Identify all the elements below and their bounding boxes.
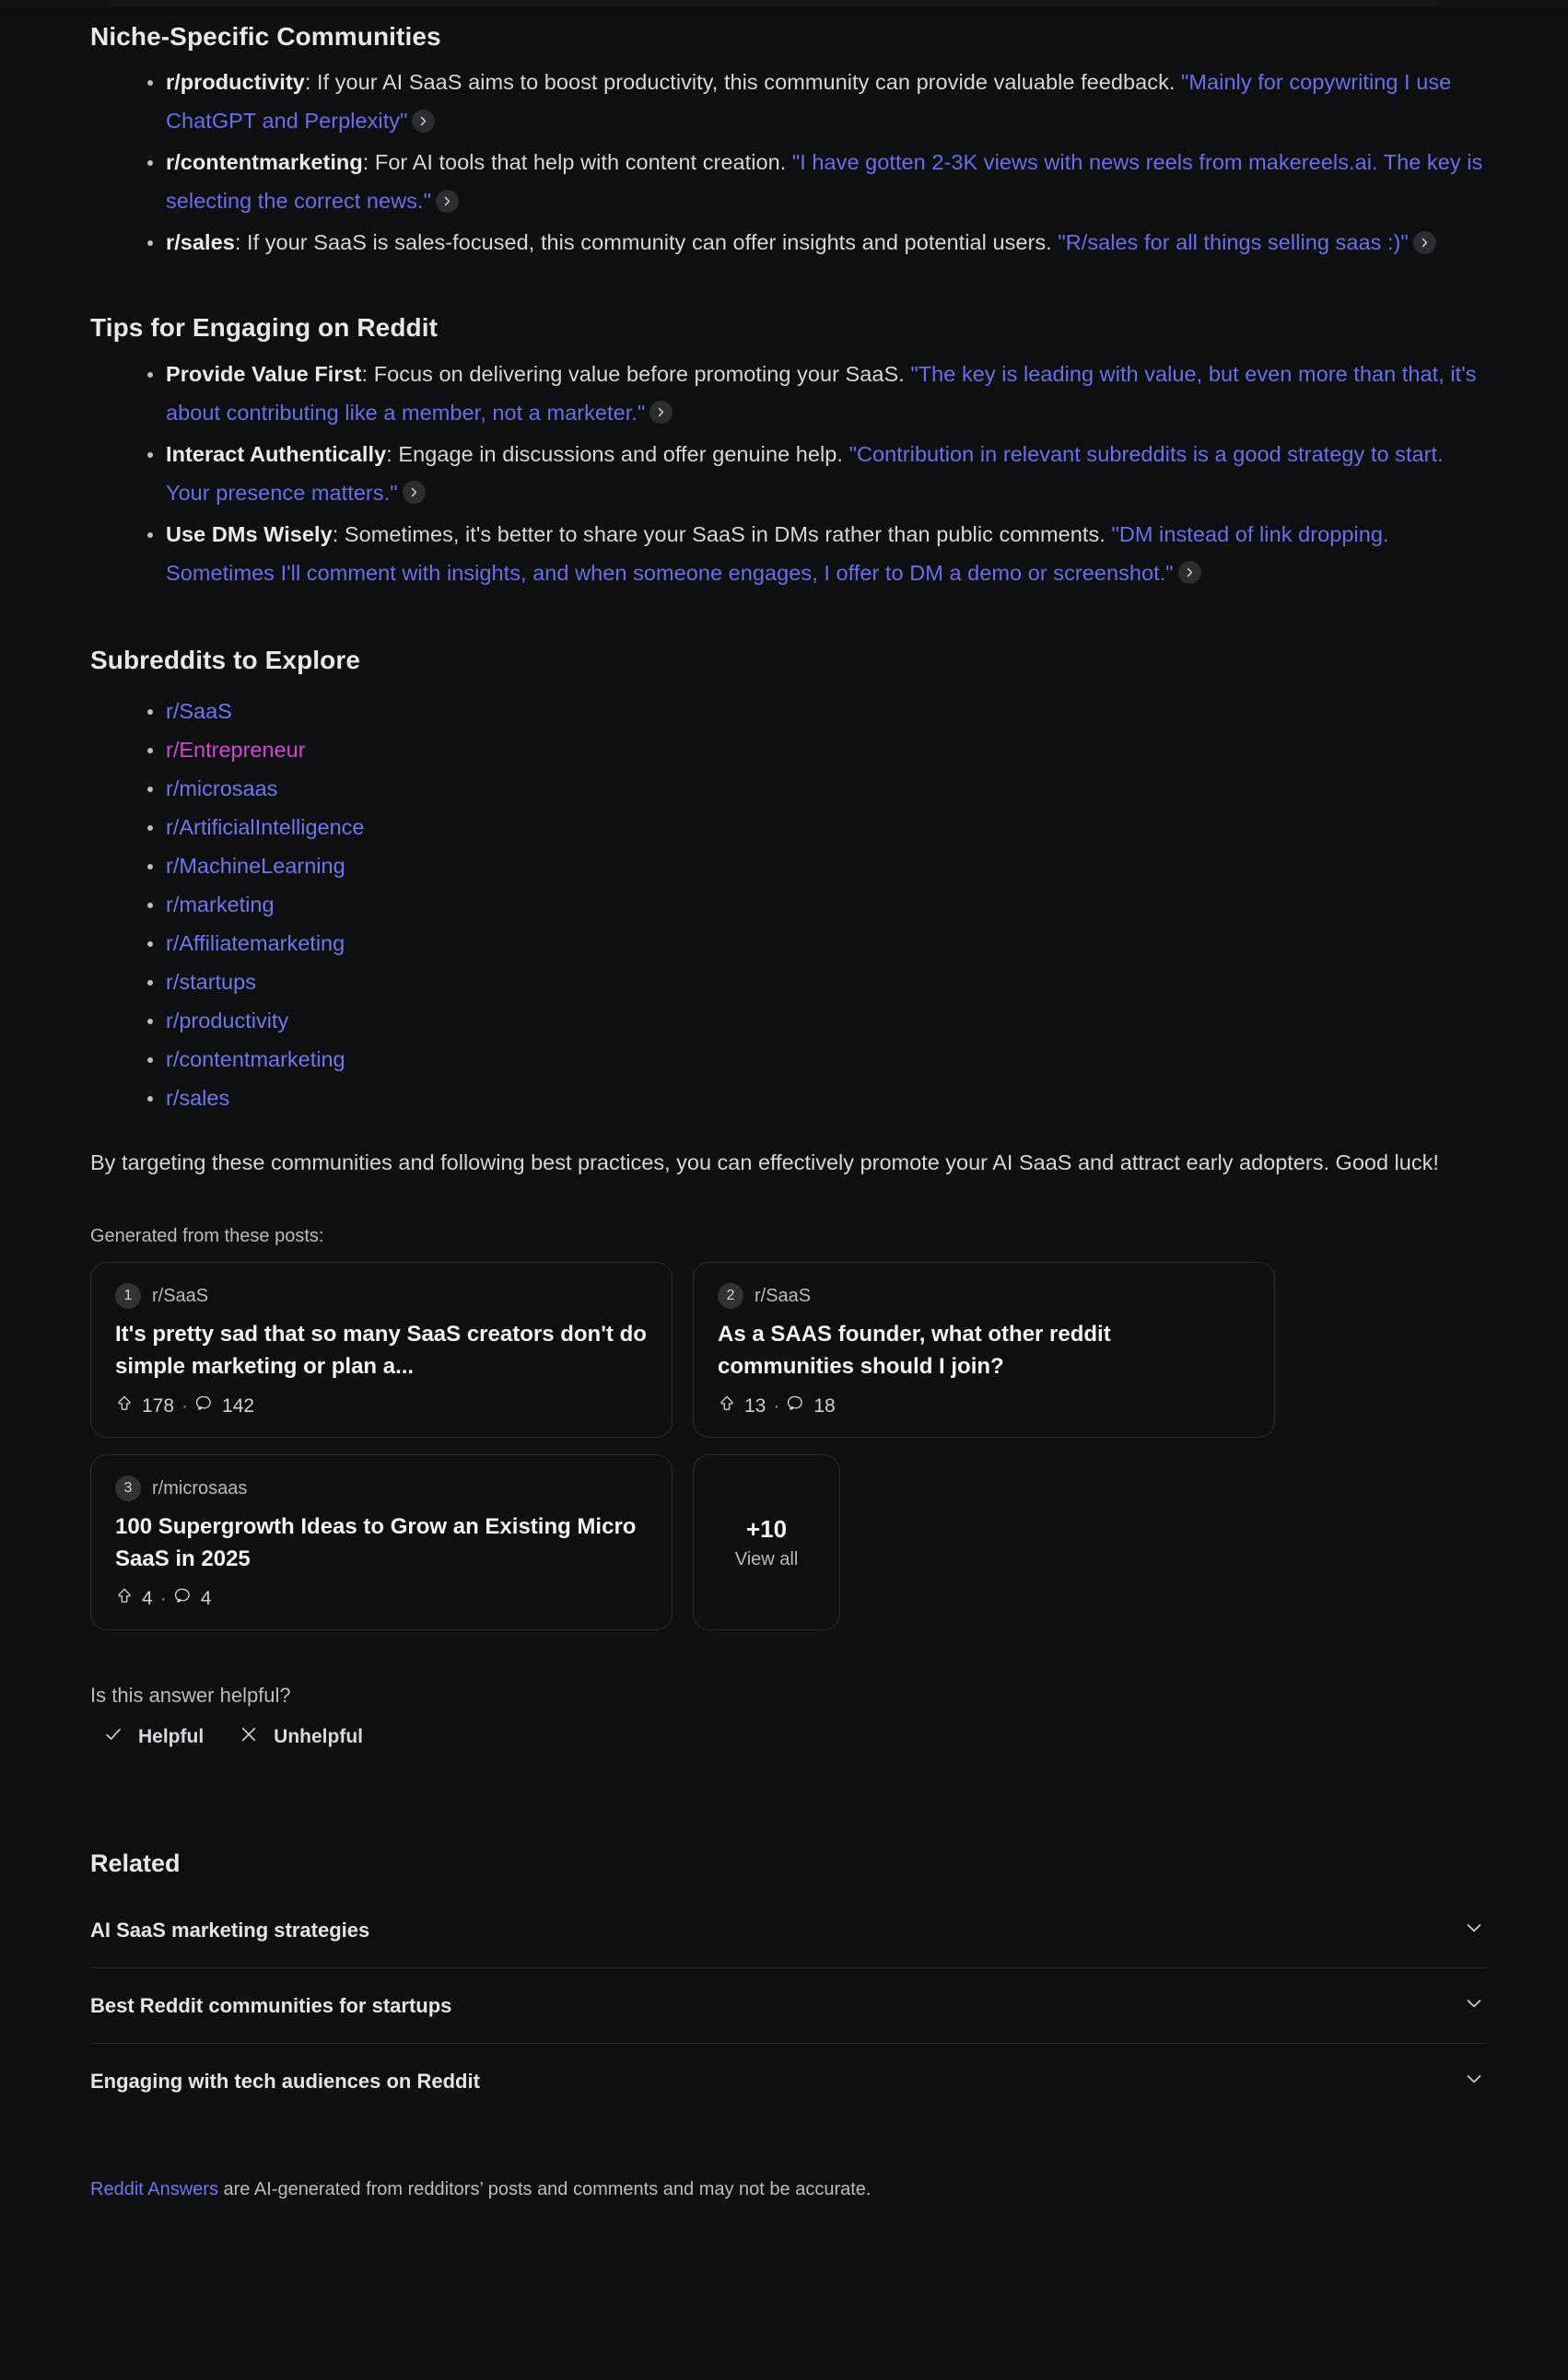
stat-separator: ·	[159, 1587, 167, 1609]
comment-stat	[174, 1586, 212, 1611]
related-item-label: AI SaaS marketing strategies	[90, 1918, 370, 1942]
source-post-title: It's pretty sad that so many SaaS creators don't do simple marketing or plan a...	[115, 1322, 647, 1380]
related-item-ai-saas-marketing-strategies[interactable]	[90, 1893, 1487, 1968]
section-title-niche: Niche-Specific Communities	[90, 22, 441, 51]
comment-bubble-icon	[787, 1394, 805, 1418]
disclaimer-text: are AI-generated from redditors’ posts and comments and may not be accurate.	[217, 2179, 872, 2200]
comment-count: 18	[813, 1394, 836, 1417]
list-item	[90, 355, 1487, 432]
list-item	[90, 435, 1487, 512]
subreddit-link-list	[90, 692, 1487, 1117]
list-item	[90, 515, 1487, 592]
subreddit-link-startups[interactable]: r/startups	[166, 970, 256, 995]
feedback-buttons	[90, 1724, 1487, 1750]
related-heading: Related	[90, 1849, 181, 1878]
view-all-count: +10	[745, 1514, 788, 1543]
source-post-header	[718, 1283, 1250, 1309]
citation-chevron-icon[interactable]	[1413, 231, 1436, 254]
list-item	[90, 846, 1487, 885]
reddit-answers-link[interactable]: Reddit Answers	[90, 2179, 218, 2200]
section-title-tips: Tips for Engaging on Reddit	[90, 313, 439, 343]
helpful-label: Helpful	[138, 1726, 205, 1748]
source-post-card[interactable]	[90, 1454, 673, 1630]
helpful-button[interactable]	[103, 1724, 204, 1750]
niche-bullet-list	[90, 63, 1487, 262]
source-post-header	[115, 1476, 648, 1501]
bullet-quote[interactable]: "Contribution in relevant subreddits is a good strategy to start. Your presence matters."	[166, 441, 1444, 505]
source-post-subreddit: r/SaaS	[152, 1285, 209, 1306]
unhelpful-button[interactable]	[239, 1724, 363, 1750]
answer-content	[90, 0, 1487, 2200]
citation-chevron-icon[interactable]	[436, 190, 459, 213]
upvote-stat	[115, 1586, 153, 1611]
list-item	[90, 769, 1487, 808]
source-post-header	[115, 1283, 648, 1309]
source-post-card[interactable]	[693, 1262, 1275, 1438]
comment-count: 142	[222, 1394, 255, 1417]
citation-chevron-icon[interactable]	[403, 481, 426, 504]
tips-bullet-list	[90, 355, 1487, 592]
source-post-index: 1	[115, 1283, 141, 1309]
upvote-arrow-icon	[718, 1394, 736, 1418]
subreddit-link-saas[interactable]: r/SaaS	[166, 699, 232, 724]
bullet-text: : Focus on delivering value before promoting your SaaS.	[361, 361, 911, 386]
source-posts-row-2	[90, 1454, 1487, 1630]
bullet-term: r/sales	[166, 230, 235, 255]
chevron-down-icon[interactable]	[1463, 1992, 1485, 2019]
close-icon	[239, 1724, 259, 1750]
subreddit-link-machinelearning[interactable]: r/MachineLearning	[166, 854, 345, 879]
subreddit-link-productivity[interactable]: r/productivity	[166, 1009, 289, 1033]
upvote-count: 4	[142, 1587, 153, 1609]
subreddit-link-marketing[interactable]: r/marketing	[166, 892, 275, 917]
comment-bubble-icon	[195, 1394, 214, 1418]
list-item	[90, 63, 1487, 140]
source-post-index: 3	[115, 1476, 141, 1501]
comment-stat	[787, 1394, 835, 1418]
bullet-term: Use DMs Wisely	[166, 521, 333, 546]
bullet-text: : Sometimes, it's better to share your SaaS in DMs rather than public comments.	[332, 521, 1112, 546]
bullet-term: r/productivity	[166, 70, 305, 95]
source-post-subreddit: r/microsaas	[152, 1477, 248, 1499]
source-post-title: 100 Supergrowth Ideas to Grow an Existing Micro SaaS in 2025	[115, 1514, 637, 1572]
upvote-stat	[718, 1394, 766, 1418]
citation-chevron-icon[interactable]	[1178, 561, 1201, 584]
related-item-engaging-with-tech-audiences-on-reddit[interactable]	[90, 2044, 1487, 2118]
page-top-edge	[0, 0, 1568, 9]
list-item	[90, 730, 1487, 769]
stat-separator: ·	[181, 1394, 189, 1417]
bullet-text: : If your AI SaaS aims to boost productivity, this community can provide valuable feedback.	[304, 70, 1182, 95]
list-item	[90, 1001, 1487, 1040]
bullet-quote[interactable]: "DM instead of link dropping. Sometimes I'll comment with insights, and when someone engages, I offer to DM a demo or screenshot."	[166, 521, 1389, 585]
disclaimer	[90, 2179, 1487, 2200]
list-item	[90, 1040, 1487, 1079]
subreddit-link-affiliatemarketing[interactable]: r/Affiliatemarketing	[166, 931, 345, 956]
related-item-label: Engaging with tech audiences on Reddit	[90, 2069, 480, 2093]
feedback-question: Is this answer helpful?	[90, 1684, 291, 1708]
related-item-label: Best Reddit communities for startups	[90, 1993, 452, 2017]
citation-chevron-icon[interactable]	[412, 110, 435, 133]
chevron-down-icon[interactable]	[1463, 2068, 1485, 2094]
bullet-term: Provide Value First	[166, 361, 362, 386]
subreddit-link-contentmarketing[interactable]: r/contentmarketing	[166, 1047, 345, 1072]
source-post-title: As a SAAS founder, what other reddit communities should I join?	[718, 1322, 1111, 1380]
upvote-arrow-icon	[115, 1586, 134, 1611]
view-all-label: View all	[734, 1548, 799, 1569]
list-item	[90, 1079, 1487, 1117]
citation-chevron-icon[interactable]	[649, 401, 673, 424]
list-item	[90, 924, 1487, 962]
upvote-count: 178	[142, 1394, 175, 1417]
upvote-stat	[115, 1394, 174, 1418]
bullet-text: : For AI tools that help with content creation.	[362, 150, 792, 175]
unhelpful-label: Unhelpful	[274, 1726, 363, 1748]
source-post-index: 2	[718, 1283, 743, 1309]
source-post-stats	[115, 1394, 648, 1418]
bullet-quote[interactable]: "The key is leading with value, but even more than that, it's about contributing like a member, not a marketer."	[166, 361, 1477, 425]
subreddit-link-entrepreneur[interactable]: r/Entrepreneur	[166, 738, 306, 763]
view-all-sources-button[interactable]	[693, 1454, 840, 1630]
list-item	[90, 962, 1487, 1001]
bullet-quote[interactable]: "R/sales for all things selling saas :)"	[1058, 230, 1409, 255]
comment-bubble-icon	[174, 1586, 193, 1611]
list-item	[90, 885, 1487, 924]
stat-separator: ·	[773, 1394, 780, 1417]
upvote-count: 13	[744, 1394, 766, 1417]
list-item	[90, 692, 1487, 730]
list-item	[90, 143, 1487, 220]
generated-from-label: Generated from these posts:	[90, 1226, 324, 1247]
chevron-down-icon[interactable]	[1463, 1917, 1485, 1943]
bullet-quote[interactable]: "Mainly for copywriting I use ChatGPT and Perplexity"	[166, 70, 1452, 134]
source-posts-row-1	[90, 1262, 1487, 1438]
source-post-stats	[718, 1394, 1250, 1418]
closing-paragraph: By targeting these communities and following best practices, you can effectively promote your AI SaaS and attract early adopters. Good luck!	[90, 1150, 1439, 1175]
related-list	[90, 1893, 1487, 2118]
list-item	[90, 808, 1487, 846]
bullet-term: r/contentmarketing	[166, 150, 363, 175]
bullet-quote[interactable]: "I have gotten 2-3K views with news reels from makereels.ai. The key is selecting the correct news."	[166, 150, 1483, 214]
bullet-text: : If your SaaS is sales-focused, this community can offer insights and potential users.	[234, 230, 1059, 255]
source-post-card[interactable]	[90, 1262, 673, 1438]
comment-count: 4	[200, 1587, 212, 1609]
upvote-arrow-icon	[115, 1394, 134, 1418]
source-post-subreddit: r/SaaS	[755, 1285, 812, 1306]
related-item-best-reddit-communities-for-startups[interactable]	[90, 1968, 1487, 2044]
subreddit-link-sales[interactable]: r/sales	[166, 1086, 230, 1111]
subreddit-link-microsaas[interactable]: r/microsaas	[166, 776, 278, 801]
check-icon	[103, 1724, 123, 1750]
list-item	[90, 223, 1487, 262]
source-post-stats	[115, 1586, 648, 1611]
subreddit-link-artificialintelligence[interactable]: r/ArtificialIntelligence	[166, 815, 365, 840]
section-title-subreddits: Subreddits to Explore	[90, 645, 361, 674]
bullet-term: Interact Authentically	[166, 441, 387, 466]
comment-stat	[195, 1394, 254, 1418]
bullet-text: : Engage in discussions and offer genuine help.	[386, 441, 849, 466]
